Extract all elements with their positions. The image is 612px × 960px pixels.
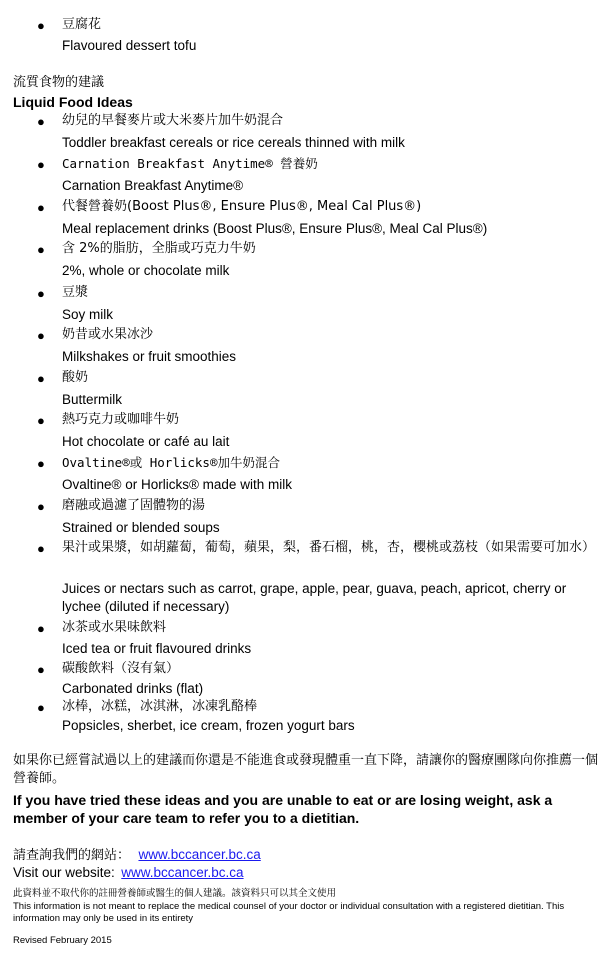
website-line-zh bbox=[13, 846, 261, 865]
bullet: ● bbox=[37, 621, 45, 636]
item-text-zh: 熱巧克力或咖啡牛奶 bbox=[62, 412, 180, 427]
item-text-zh: 奶昔或水果冰沙 bbox=[62, 327, 154, 342]
item-text-en: Meal replacement drinks (Boost Plus®, Ensure Plus®, Meal Cal Plus®) bbox=[62, 221, 488, 236]
website-label-en: Visit our website: bbox=[13, 865, 115, 880]
bullet: ● bbox=[37, 700, 45, 715]
item-text-zh: 豆漿 bbox=[62, 285, 89, 300]
bullet: ● bbox=[37, 242, 45, 257]
item-text-zh: 酸奶 bbox=[62, 370, 89, 385]
bullet: ● bbox=[37, 200, 45, 215]
item-text-en: Juices or nectars such as carrot, grape, apple, pear, guava, peach, apricot, cherry or lychee (diluted if necessary) bbox=[62, 581, 567, 614]
bullet: ● bbox=[37, 157, 45, 172]
item-text-en: Strained or blended soups bbox=[62, 520, 220, 535]
website-link[interactable]: www.bccancer.bc.ca bbox=[138, 847, 261, 862]
item-text-en: Milkshakes or fruit smoothies bbox=[62, 349, 237, 364]
bullet: ● bbox=[37, 456, 45, 471]
item-text-en: Toddler breakfast cereals or rice cereals thinned with milk bbox=[62, 135, 405, 150]
bullet: ● bbox=[37, 286, 45, 301]
item-text-en: Flavoured dessert tofu bbox=[62, 38, 197, 53]
item-text-en: Carbonated drinks (flat) bbox=[62, 681, 204, 696]
website-link[interactable]: www.bccancer.bc.ca bbox=[121, 865, 244, 880]
bullet: ● bbox=[37, 114, 45, 129]
item-text-zh: 豆腐花 bbox=[62, 17, 102, 32]
item-text-en: Hot chocolate or café au lait bbox=[62, 434, 230, 449]
item-text-en: Iced tea or fruit flavoured drinks bbox=[62, 641, 252, 656]
section-title-zh: 流質食物的建議 bbox=[13, 75, 105, 90]
bullet: ● bbox=[37, 328, 45, 343]
item-text-zh: 含 2%的脂肪，全脂或巧克力牛奶 bbox=[62, 241, 256, 256]
bullet: ● bbox=[37, 18, 45, 33]
bullet: ● bbox=[37, 662, 45, 677]
item-text-en: Carnation Breakfast Anytime® bbox=[62, 178, 244, 193]
closing-text-zh: 如果你已經嘗試過以上的建議而你還是不能進食或發現體重一直下降，請讓你的醫療團隊向你推薦一個營養師。 bbox=[13, 753, 599, 786]
item-text-en: Popsicles, sherbet, ice cream, frozen yogurt bars bbox=[62, 718, 355, 733]
section-title-en: Liquid Food Ideas bbox=[13, 94, 133, 110]
item-text-en: Soy milk bbox=[62, 307, 114, 322]
website-line-en bbox=[13, 864, 244, 882]
item-text-en: 2%, whole or chocolate milk bbox=[62, 263, 230, 278]
revision-date: Revised February 2015 bbox=[13, 935, 112, 946]
disclaimer-zh: 此資料並不取代你的註冊營養師或醫生的個人建議。該資料只可以其全文使用 bbox=[13, 888, 337, 899]
bullet: ● bbox=[37, 413, 45, 428]
item-text-zh: 碳酸飲料（沒有氣） bbox=[62, 661, 180, 676]
item-text-zh: 磨融或過濾了固體物的湯 bbox=[62, 498, 206, 513]
item-text-zh: 幼兒的早餐麥片或大米麥片加牛奶混合 bbox=[62, 113, 284, 128]
item-text-en: Ovaltine® or Horlicks® made with milk bbox=[62, 477, 292, 492]
item-text-zh: 冰棒，冰糕，冰淇淋，冰凍乳酪棒 bbox=[62, 699, 258, 714]
item-text-zh: Carnation Breakfast Anytime® 營養奶 bbox=[62, 156, 318, 171]
bullet: ● bbox=[37, 541, 45, 556]
item-text-zh: 代餐營養奶(Boost Plus®, Ensure Plus®, Meal Cal Plus®) bbox=[62, 199, 422, 214]
closing-text-en: If you have tried these ideas and you are unable to eat or are losing weight, ask a member of your care team to refer you to a dietitian. bbox=[13, 792, 553, 826]
website-label-zh: 請查詢我們的網站： bbox=[13, 848, 131, 863]
item-text-en: Buttermilk bbox=[62, 392, 123, 407]
disclaimer-en: This information is not meant to replace the medical counsel of your doctor or individual consultation with a registered dietitian. This information may only be used in its entirety bbox=[13, 901, 565, 924]
bullet: ● bbox=[37, 499, 45, 514]
item-text-zh: 果汁或果漿，如胡蘿蔔，葡萄，蘋果，梨，番石榴，桃，杏，櫻桃或荔枝（如果需要可加水） bbox=[62, 540, 596, 555]
item-text-zh: 冰茶或水果味飲料 bbox=[62, 620, 167, 635]
item-text-zh: Ovaltine®或 Horlicks®加牛奶混合 bbox=[62, 455, 280, 470]
bullet: ● bbox=[37, 371, 45, 386]
